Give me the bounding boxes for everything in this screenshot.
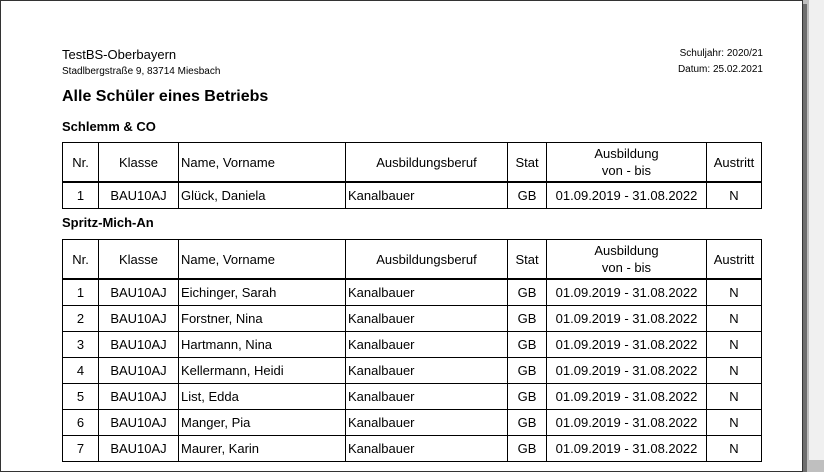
cell-stat: GB	[508, 182, 547, 209]
table-row	[63, 410, 762, 436]
cell-stat: GB	[508, 358, 547, 384]
students-table	[62, 142, 762, 209]
cell-beruf: Kanalbauer	[346, 436, 508, 462]
cell-nr: 2	[63, 306, 99, 332]
cell-klasse: BAU10AJ	[99, 436, 179, 462]
cell-zeitraum: 01.09.2019 - 31.08.2022	[547, 358, 707, 384]
report-title: Alle Schüler eines Betriebs	[62, 88, 269, 105]
cell-name: Glück, Daniela	[179, 182, 346, 209]
cell-austritt: N	[707, 384, 762, 410]
cell-beruf: Kanalbauer	[346, 384, 508, 410]
cell-beruf: Kanalbauer	[346, 182, 508, 209]
cell-name: Kellermann, Heidi	[179, 358, 346, 384]
col-ausbildung-line1: Ausbildung	[594, 146, 659, 161]
cell-name: Maurer, Karin	[179, 436, 346, 462]
cell-klasse: BAU10AJ	[99, 332, 179, 358]
col-name: Name, Vorname	[179, 240, 346, 280]
cell-nr: 3	[63, 332, 99, 358]
cell-klasse: BAU10AJ	[99, 182, 179, 209]
cell-beruf: Kanalbauer	[346, 410, 508, 436]
col-ausbildung	[547, 240, 707, 280]
cell-name: Eichinger, Sarah	[179, 279, 346, 306]
cell-stat: GB	[508, 384, 547, 410]
table-row	[63, 436, 762, 462]
school-address: Stadlbergstraße 9, 83714 Miesbach	[62, 66, 221, 77]
cell-nr: 4	[63, 358, 99, 384]
cell-nr: 1	[63, 182, 99, 209]
cell-stat: GB	[508, 436, 547, 462]
company-name: Spritz-Mich-An	[62, 215, 154, 230]
cell-klasse: BAU10AJ	[99, 410, 179, 436]
students-table	[62, 239, 762, 462]
cell-klasse: BAU10AJ	[99, 306, 179, 332]
col-nr: Nr.	[63, 240, 99, 280]
col-klasse: Klasse	[99, 240, 179, 280]
col-ausbildung-line2: von - bis	[601, 260, 652, 275]
cell-zeitraum: 01.09.2019 - 31.08.2022	[547, 279, 707, 306]
col-austritt: Austritt	[707, 143, 762, 183]
table-row	[63, 332, 762, 358]
cell-klasse: BAU10AJ	[99, 279, 179, 306]
company-name: Schlemm & CO	[62, 119, 156, 134]
col-ausbildung	[547, 143, 707, 183]
cell-austritt: N	[707, 182, 762, 209]
cell-nr: 7	[63, 436, 99, 462]
table-row	[63, 358, 762, 384]
table-header-row	[63, 240, 762, 280]
col-beruf: Ausbildungsberuf	[346, 143, 508, 183]
cell-name: List, Edda	[179, 384, 346, 410]
cell-austritt: N	[707, 279, 762, 306]
cell-name: Manger, Pia	[179, 410, 346, 436]
cell-austritt: N	[707, 332, 762, 358]
table-header-row	[63, 143, 762, 183]
cell-nr: 6	[63, 410, 99, 436]
col-beruf: Ausbildungsberuf	[346, 240, 508, 280]
cell-beruf: Kanalbauer	[346, 332, 508, 358]
cell-stat: GB	[508, 332, 547, 358]
cell-nr: 5	[63, 384, 99, 410]
cell-zeitraum: 01.09.2019 - 31.08.2022	[547, 410, 707, 436]
cell-austritt: N	[707, 358, 762, 384]
cell-beruf: Kanalbauer	[346, 279, 508, 306]
cell-stat: GB	[508, 410, 547, 436]
cell-beruf: Kanalbauer	[346, 358, 508, 384]
col-ausbildung-line2: von - bis	[601, 163, 652, 178]
col-austritt: Austritt	[707, 240, 762, 280]
col-nr: Nr.	[63, 143, 99, 183]
cell-austritt: N	[707, 410, 762, 436]
cell-zeitraum: 01.09.2019 - 31.08.2022	[547, 182, 707, 209]
cell-beruf: Kanalbauer	[346, 306, 508, 332]
cell-name: Hartmann, Nina	[179, 332, 346, 358]
cell-klasse: BAU10AJ	[99, 358, 179, 384]
col-name: Name, Vorname	[179, 143, 346, 183]
col-klasse: Klasse	[99, 143, 179, 183]
cell-nr: 1	[63, 279, 99, 306]
cell-stat: GB	[508, 306, 547, 332]
table-row	[63, 306, 762, 332]
datum-label: Datum: 25.02.2021	[677, 64, 763, 75]
cell-zeitraum: 01.09.2019 - 31.08.2022	[547, 306, 707, 332]
col-ausbildung-line1: Ausbildung	[594, 243, 659, 258]
table-row	[63, 279, 762, 306]
cell-zeitraum: 01.09.2019 - 31.08.2022	[547, 436, 707, 462]
cell-zeitraum: 01.09.2019 - 31.08.2022	[547, 384, 707, 410]
school-name: TestBS-Oberbayern	[62, 47, 177, 62]
table-row	[63, 182, 762, 209]
cell-name: Forstner, Nina	[179, 306, 346, 332]
col-stat: Stat	[508, 240, 547, 280]
cell-austritt: N	[707, 306, 762, 332]
cell-zeitraum: 01.09.2019 - 31.08.2022	[547, 332, 707, 358]
schuljahr-label: Schuljahr: 2020/21	[679, 48, 763, 59]
viewer-right-strip	[809, 0, 824, 460]
cell-austritt: N	[707, 436, 762, 462]
col-stat: Stat	[508, 143, 547, 183]
report-meta	[678, 46, 763, 78]
cell-stat: GB	[508, 279, 547, 306]
table-row	[63, 384, 762, 410]
cell-klasse: BAU10AJ	[99, 384, 179, 410]
